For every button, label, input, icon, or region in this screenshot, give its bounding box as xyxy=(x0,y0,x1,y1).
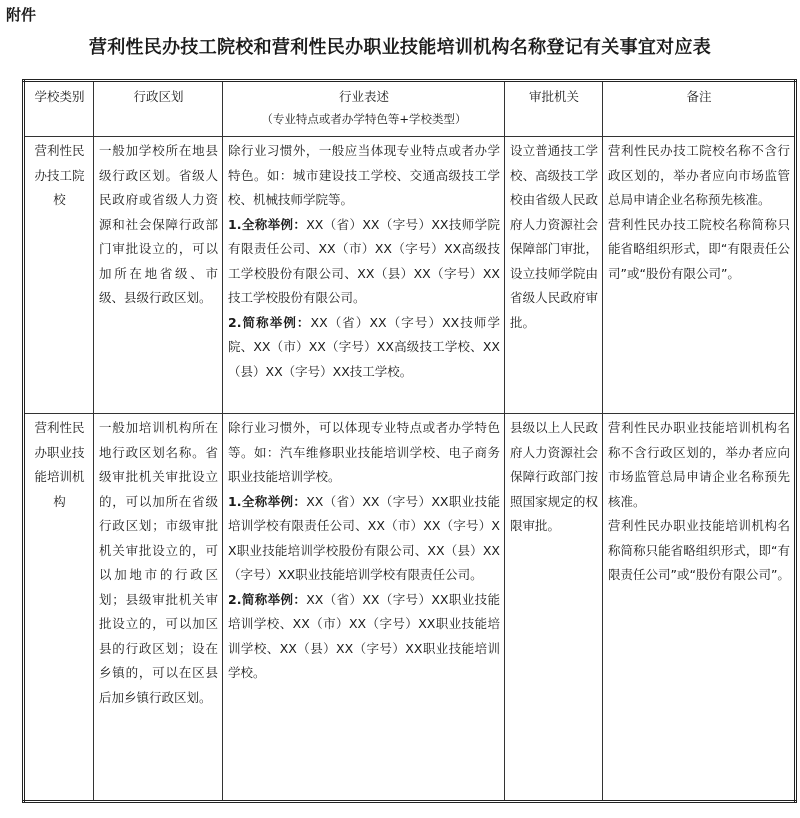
cell-industry xyxy=(223,414,505,802)
industry-intro: 除行业习惯外，可以体现专业特点或者办学特色等。如：汽车维修职业技能培训学校、电子商务职业技能培训学校。 xyxy=(228,420,500,484)
header-industry xyxy=(223,81,505,137)
full-name-text: XX（省）XX（字号）XX技师学院有限责任公司、XX（市）XX（字号）XX高级技工学校股份有限公司、XX（县）XX（字号）XX技工学校股份有限公司。 xyxy=(228,216,500,305)
full-name-example xyxy=(228,213,500,311)
header-school-type: 学校类别 xyxy=(24,81,94,137)
header-industry-note: （专业特点或者办学特色等+学校类型） xyxy=(261,112,467,126)
header-industry-label: 行业表述 xyxy=(338,89,389,104)
short-name-example xyxy=(228,311,500,385)
attachment-label: 附件 xyxy=(6,6,37,24)
short-name-text: XX（省）XX（字号）XX技师学院、XX（市）XX（字号）XX高级技工学校、XX（县）XX（字号）XX技工学校。 xyxy=(228,314,500,379)
cell-industry xyxy=(223,137,505,414)
cell-school-type: 营利性民办职业技能培训机构 xyxy=(24,414,94,802)
remark-2: 营利性民办职业技能培训机构名称简称只能省略组织形式，即“有限责任公司”或“股份有限公司”。 xyxy=(608,518,790,582)
short-name-text: XX（省）XX（字号）XX职业技能培训学校、XX（市）XX（字号）XX职业技能培训学校、XX（县）XX（字号）XX职业技能培训学校。 xyxy=(228,591,500,680)
header-approval: 审批机关 xyxy=(505,81,603,137)
table-row xyxy=(24,137,796,414)
table-row xyxy=(24,414,796,802)
cell-approval: 设立普通技工学校、高级技工学校由省级人民政府人力资源社会保障部门审批，设立技师学院由省级人民政府审批。 xyxy=(505,137,603,414)
remark-1: 营利性民办技工院校名称不含行政区划的，举办者应向市场监管总局申请企业名称预先核准。 xyxy=(608,143,790,207)
cell-approval: 县级以上人民政府人力资源社会保障行政部门按照国家规定的权限审批。 xyxy=(505,414,603,802)
short-name-label: 2.简称举例： xyxy=(228,591,307,607)
full-name-label: 1.全称举例： xyxy=(228,493,307,509)
short-name-example xyxy=(228,588,500,686)
short-name-label: 2.简称举例： xyxy=(228,314,311,330)
cell-admin-region: 一般加培训机构所在地行政区划名称。省级审批机关审批设立的，可以加所在省级行政区划；市级审批机关审批设立的，可以加地市的行政区划；县级审批机关审批设立的，可以加区县的行政区划；设在乡镇的，可以在区县后加乡镇行政区划。 xyxy=(94,414,223,802)
full-name-label: 1.全称举例： xyxy=(228,216,307,232)
full-name-example xyxy=(228,490,500,588)
cell-remarks xyxy=(603,137,796,414)
cell-school-type: 营利性民办技工院校 xyxy=(24,137,94,414)
page-title: 营利性民办技工院校和营利性民办职业技能培训机构名称登记有关事宜对应表 xyxy=(88,37,712,58)
remark-1: 营利性民办职业技能培训机构名称不含行政区划的，举办者应向市场监管总局申请企业名称预先核准。 xyxy=(608,420,790,509)
industry-intro: 除行业习惯外，一般应当体现专业特点或者办学特色。如：城市建设技工学校、交通高级技工学校、机械技师学院等。 xyxy=(228,143,500,207)
header-admin-region: 行政区划 xyxy=(94,81,223,137)
remark-2: 营利性民办技工院校名称简称只能省略组织形式，即“有限责任公司”或“股份有限公司”。 xyxy=(608,216,790,281)
full-name-text: XX（省）XX（字号）XX职业技能培训学校有限责任公司、XX（市）XX（字号）XX职业技能培训学校股份有限公司、XX（县）XX（字号）XX职业技能培训学校有限责任公司。 xyxy=(228,493,500,582)
cell-admin-region: 一般加学校所在地县级行政区划。省级人民政府或省级人力资源和社会保障行政部门审批设立的，可以加所在地省级、市级、县级行政区划。 xyxy=(94,137,223,414)
cell-remarks xyxy=(603,414,796,802)
table-header-row xyxy=(24,81,796,137)
correspondence-table xyxy=(22,79,797,803)
header-remarks: 备注 xyxy=(603,81,796,137)
